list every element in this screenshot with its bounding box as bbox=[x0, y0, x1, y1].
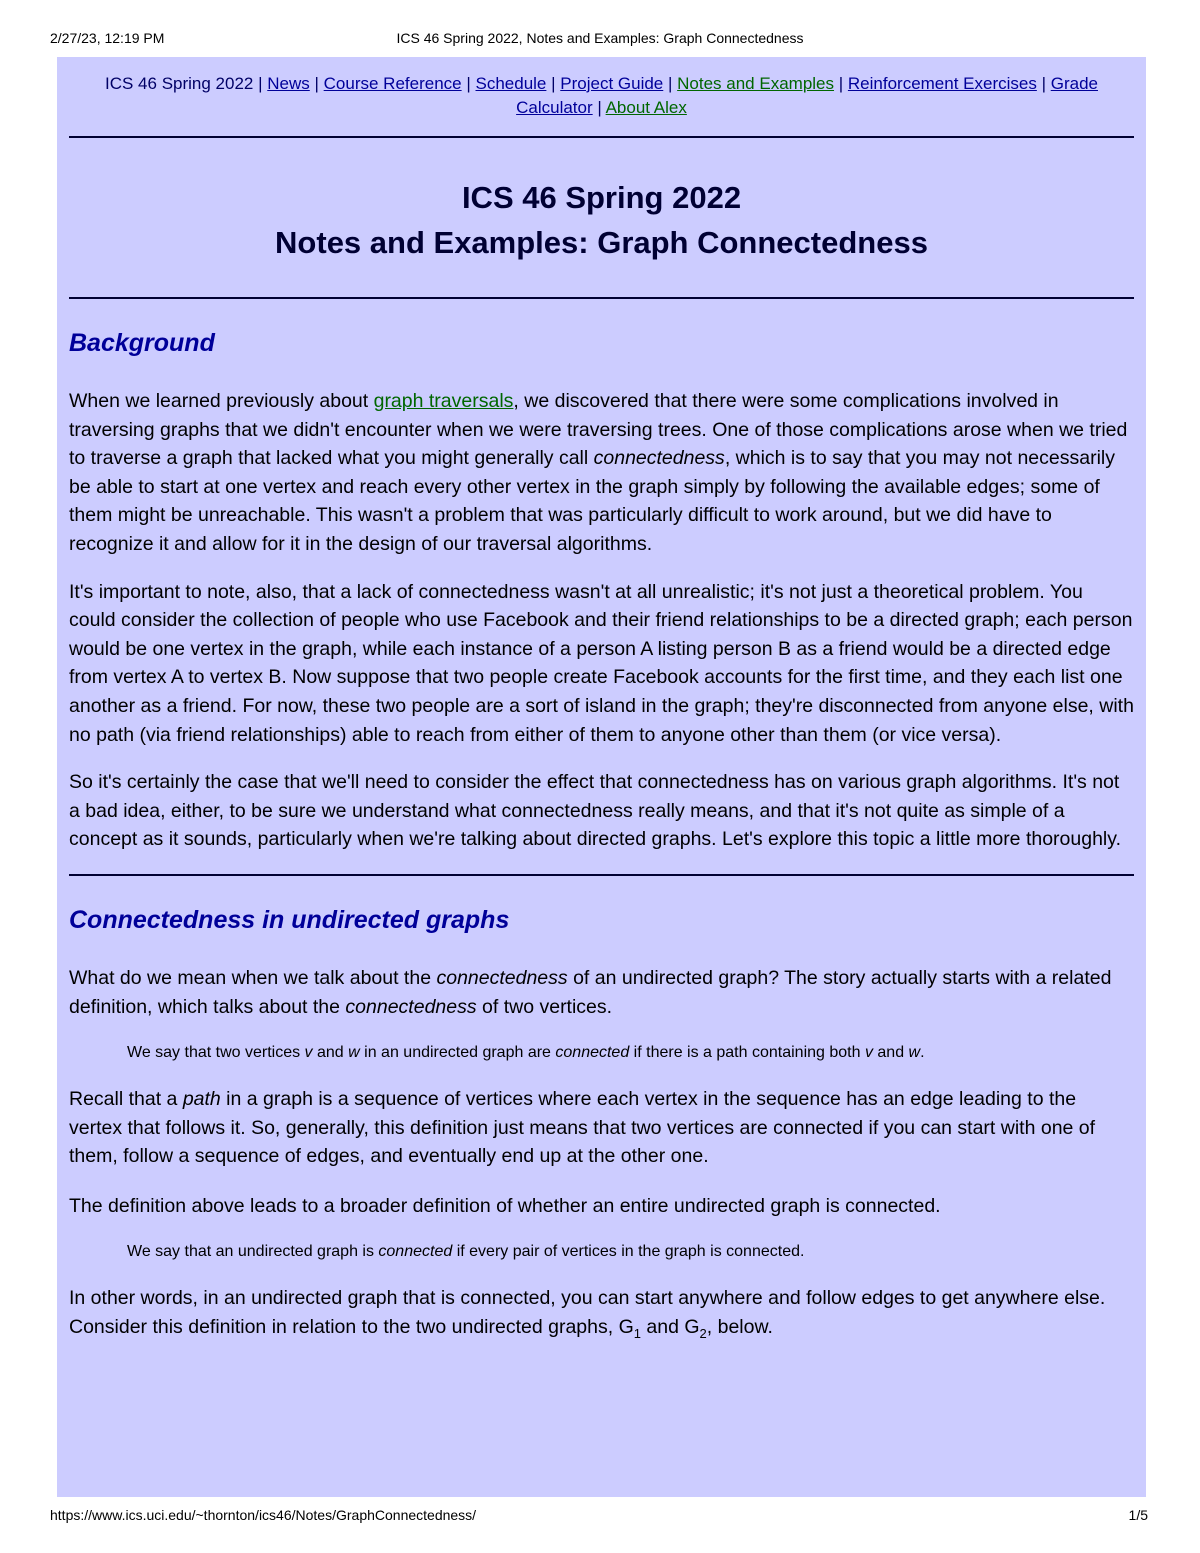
text: We say that an undirected graph is bbox=[127, 1243, 379, 1261]
emphasis: connectedness bbox=[345, 995, 477, 1018]
page-title-course: ICS 46 Spring 2022 bbox=[461, 180, 742, 215]
definition-connected-vertices bbox=[69, 1042, 1134, 1064]
text: We say that two vertices bbox=[127, 1044, 305, 1062]
nav-course-label: ICS 46 Spring 2022 bbox=[105, 74, 254, 93]
nav-link-course-reference[interactable]: Course Reference bbox=[323, 74, 462, 93]
text: if there is a path containing both bbox=[629, 1044, 865, 1062]
print-page-number: 1/5 bbox=[1128, 1507, 1148, 1523]
text: , we discovered that there were some complications involved in traversing graphs that we didn't encounter when we were traversing trees. One of those complications arose when we tried to traverse a graph that lacked what you might generally call bbox=[69, 390, 1128, 470]
text: , which is to say that you may not necessarily be able to start at one vertex and reach every other vertex in the graph simply by following the available edges; some of them might be unreachable. This wasn't a problem that was particularly difficult to work around, but we did have to recognize it and allow for it in the design of our traversal algorithms. bbox=[69, 447, 1115, 555]
nav-link-news[interactable]: News bbox=[267, 74, 310, 93]
paragraph: The definition above leads to a broader definition of whether an entire undirected graph is connected. bbox=[69, 1194, 941, 1217]
emphasis: connected bbox=[378, 1243, 453, 1261]
nav-link-grade-calculator[interactable]: Grade Calculator bbox=[516, 74, 1098, 117]
text: and bbox=[312, 1044, 349, 1062]
emphasis: connectedness bbox=[436, 966, 568, 989]
paragraph bbox=[69, 387, 1134, 559]
emphasis: connected bbox=[555, 1044, 630, 1062]
course-nav: ICS 46 Spring 2022 | News | Course Reference | Schedule | Project Guide | Notes and Examples | Reinforcement Exercises | Grade Calculator | About Alex bbox=[105, 74, 1098, 117]
nav-link-project-guide[interactable]: Project Guide bbox=[560, 74, 664, 93]
page-content bbox=[57, 57, 1146, 1497]
emphasis: v bbox=[864, 1044, 873, 1062]
text: in a graph is a sequence of vertices where each vertex in the sequence has an edge leading to the vertex that follows it. So, generally, this definition just means that two vertices are connected if you can start with one of them, follow a sequence of edges, and eventually end up at the other one. bbox=[69, 1088, 1096, 1168]
emphasis: v bbox=[304, 1044, 313, 1062]
definition-connected-graph bbox=[69, 1241, 1134, 1263]
emphasis: w bbox=[348, 1044, 360, 1062]
link-graph-traversals[interactable]: graph traversals bbox=[373, 390, 514, 412]
text: of two vertices. bbox=[476, 995, 613, 1018]
text: of an undirected graph? The story actually starts with a related definition, which talks about the bbox=[69, 966, 1112, 1018]
page-title-topic: Notes and Examples: Graph Connectedness bbox=[275, 225, 928, 260]
subscript: 2 bbox=[699, 1325, 707, 1341]
text: When we learned previously about bbox=[69, 390, 374, 412]
nav-link-notes-and-examples[interactable]: Notes and Examples bbox=[677, 74, 835, 93]
text: , below. bbox=[706, 1316, 773, 1339]
print-header bbox=[50, 30, 1150, 50]
text: . bbox=[920, 1044, 925, 1062]
print-url: https://www.ics.uci.edu/~thornton/ics46/Notes/GraphConnectedness/ bbox=[50, 1507, 477, 1523]
nav-link-about-alex[interactable]: About Alex bbox=[605, 98, 687, 117]
section-heading-background: Background bbox=[69, 329, 215, 357]
print-date: 2/27/23, 12:19 PM bbox=[50, 30, 165, 46]
section-heading-undirected: Connectedness in undirected graphs bbox=[69, 905, 510, 934]
paragraph bbox=[69, 1085, 1134, 1171]
print-footer bbox=[50, 1507, 1148, 1527]
text: in an undirected graph are bbox=[359, 1044, 556, 1062]
section-undirected bbox=[69, 876, 1134, 1349]
page-title bbox=[69, 138, 1134, 297]
text: and G bbox=[640, 1316, 700, 1339]
text: In other words, in an undirected graph that is connected, you can start anywhere and follow edges to get anywhere else. Consider this definition in relation to the two undirected graphs, G bbox=[69, 1287, 1106, 1339]
emphasis: path bbox=[182, 1088, 221, 1111]
emphasis: w bbox=[908, 1044, 921, 1062]
text: if every pair of vertices in the graph is connected. bbox=[452, 1243, 805, 1261]
text: and bbox=[872, 1044, 909, 1062]
paragraph bbox=[69, 964, 1134, 1021]
text: What do we mean when we talk about the bbox=[69, 966, 437, 989]
emphasis: connectedness bbox=[593, 447, 725, 470]
nav-link-reinforcement-exercises[interactable]: Reinforcement Exercises bbox=[847, 74, 1037, 93]
text: Recall that a bbox=[69, 1088, 183, 1111]
subscript: 1 bbox=[633, 1325, 641, 1341]
print-title: ICS 46 Spring 2022, Notes and Examples: Graph Connectedness bbox=[396, 30, 804, 46]
paragraph: It's important to note, also, that a lack of connectedness wasn't at all unrealistic; it's not just a theoretical problem. You could consider the collection of people who use Facebook and their friend relationships to be a directed graph; each person would be one vertex in the graph, while each instance of a person A listing person B as a friend would be a directed edge from vertex A to vertex B. Now suppose that two people create Facebook accounts for the first time, and they each list one another as a friend. For now, these two people are a sort of island in the graph; they're disconnected from anyone else, with no path (via friend relationships) able to reach from either of them to anyone other than them (or vice versa). bbox=[69, 580, 1134, 746]
nav-link-schedule[interactable]: Schedule bbox=[475, 74, 547, 93]
paragraph: So it's certainly the case that we'll need to consider the effect that connectedness has on various graph algorithms. It's not a bad idea, either, to be sure we understand what connectedness really means, and that it's not quite as simple of a concept as it sounds, particularly when we're talking about directed graphs. Let's explore this topic a little more thoroughly. bbox=[69, 771, 1121, 851]
section-background bbox=[69, 299, 1134, 854]
paragraph bbox=[69, 1284, 1134, 1348]
